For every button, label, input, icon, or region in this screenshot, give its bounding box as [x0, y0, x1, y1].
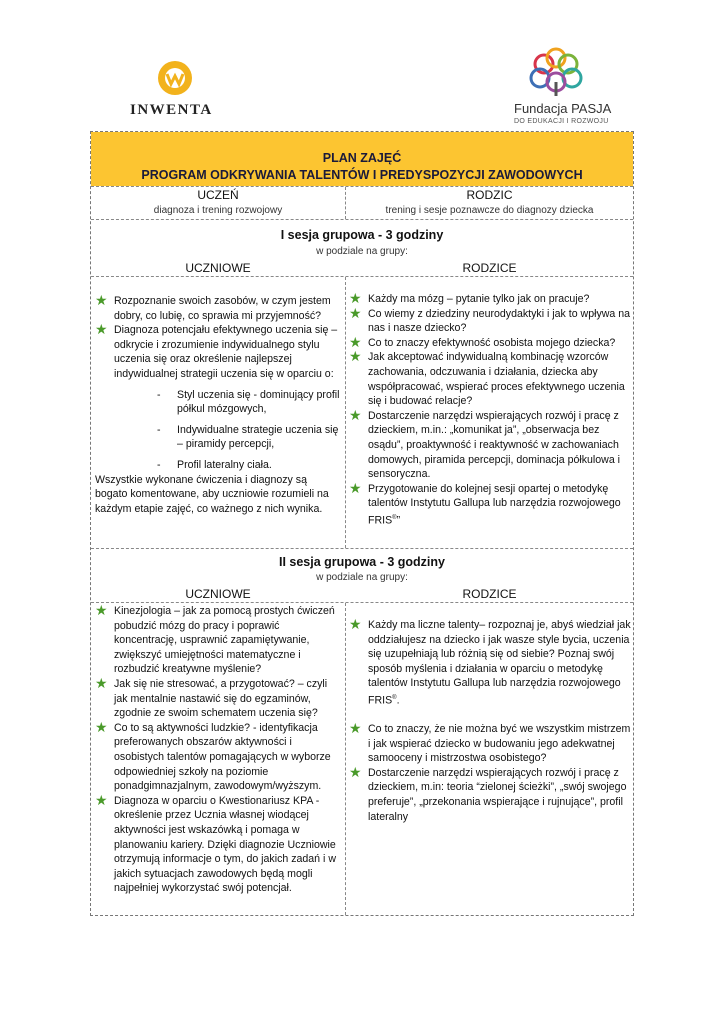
bullet-star-icon: ★ — [349, 479, 362, 496]
bullet-star-icon: ★ — [95, 791, 108, 808]
divider — [91, 548, 633, 549]
bullet-star-icon: ★ — [349, 348, 362, 365]
session2-students-heading: UCZNIOWE — [185, 587, 251, 601]
bullet-star-icon: ★ — [349, 763, 362, 780]
bullet-star-icon: ★ — [349, 616, 362, 632]
list-item: ★ Dostarczenie narzędzi wspierających rozwój i pracę z dzieckiem, m.in: teoria “zielonej ścieżki”, „swój swojego preferuje”, „przekonania wspierające i rujnujące”, profil lateralny — [349, 763, 627, 823]
parent-heading: RODZIC — [466, 188, 513, 202]
session1-students-heading: UCZNIOWE — [185, 261, 251, 275]
bullet-star-icon: ★ — [349, 290, 362, 306]
column-divider — [345, 277, 346, 548]
divider — [91, 602, 633, 603]
bullet-star-icon: ★ — [95, 602, 108, 618]
bullet-star-icon: ★ — [95, 718, 108, 735]
inwenta-wordmark: INWENTA — [130, 102, 213, 118]
parent-subheading: trening i sesje poznawcze do diagnozy dziecka — [385, 205, 594, 216]
bullet-star-icon: ★ — [349, 406, 362, 423]
session1-summary: Wszystkie wykonane ćwiczenia i diagnozy są bogato komentowane, aby uczniowie rozumieli na każdym etapie zajęć, co ważnego z nich wynika. — [95, 473, 329, 515]
student-heading: UCZEŃ — [197, 188, 239, 202]
pasja-name: Fundacja PASJA — [514, 101, 612, 116]
pasja-subtitle: DO EDUKACJI I ROZWOJU — [514, 118, 609, 125]
divider — [91, 276, 633, 277]
bullet-star-icon: ★ — [349, 333, 362, 350]
program-title: PROGRAM ODKRYWANIA TALENTÓW I PREDYSPOZYCJI ZAWODOWYCH — [141, 168, 583, 182]
dash-icon: - — [157, 388, 161, 401]
dash-icon: - — [157, 423, 161, 436]
bullet-star-icon: ★ — [349, 720, 362, 737]
session1-parents-heading: RODZICE — [462, 261, 517, 275]
bullet-star-icon: ★ — [95, 674, 108, 691]
list-item: ★ Co to znaczy, że nie można być we wszystkim mistrzem i jak wspierać dziecko w budowaniu jego adekwatnej samooceny i mistrzostwa osobistego? — [349, 720, 631, 765]
list-item: ★ Co to znaczy efektywność osobista mojego dziecka? — [349, 333, 616, 350]
session2-parents-heading: RODZICE — [462, 587, 517, 601]
session2-title: II sesja grupowa - 3 godziny — [278, 555, 445, 569]
list-item: ★ Jak się nie stresować, a przygotować? – czyli jak mentalnie nastawić się do egzaminów, zgodnie ze swoim schematem uczenia się? — [95, 674, 328, 720]
session2-note: w podziale na grupy: — [316, 572, 408, 583]
list-item: ★ Każdy ma liczne talenty– rozpoznaj je, abyś wiedział jak oddziałujesz na dziecko i jak wasze style bycia, uczenia się uzupełniają lub różnią się od siebie? Poznaj swój sposób myślenia i działania w oparciu o metodykę talentów Instytutu Gallupa lub narzędzia rozwojowego FRIS®. — [349, 616, 631, 707]
session1-note: w podziale na grupy: — [316, 246, 408, 257]
spacer — [349, 708, 632, 722]
student-subheading: diagnoza i trening rozwojowy — [153, 205, 283, 216]
list-item: ★ Przygotowanie do kolejnej sesji opartej o metodykę talentów Instytutu Gallupa lub narzędzia rozwojowego FRIS®” — [349, 479, 621, 527]
list-item: ★ Diagnoza w oparciu o Kwestionariusz KPA - określenie przez Ucznia własnej wiodącej aktywności jest wskazówką i pomaga w planowaniu kariery. Dzięki diagnozie Uczniowie otrzymują informacje o tym, do jakich zadań i w jakich sytuacjach zawodowych będą mogli najpełniej wykorzystać swój potencjał. — [95, 791, 336, 895]
list-item: - Profil lateralny ciała. — [157, 458, 272, 471]
column-divider — [345, 603, 346, 915]
list-item: ★ Jak akceptować indywidualną kombinację wzorców zachowania, odczuwania i działania, dziecka aby współpracować, wspierać proces efektywnego uczenia się i budować relacje? — [349, 348, 625, 408]
list-item: - Styl uczenia się - dominujący profil półkul mózgowych, — [157, 388, 340, 416]
list-item: ★ Diagnoza potencjału efektywnego uczenia się – odkrycie i zrozumienie indywidualnego stylu uczenia się oraz określenie najlepszej indywidualnej strategii uczenia się w oparciu o: — [95, 321, 338, 380]
list-item: ★ Rozpoznanie swoich zasobów, w czym jestem dobry, co lubię, co sprawia mi przyjemność? — [95, 292, 331, 322]
plan-title: PLAN ZAJĘĆ — [322, 151, 402, 165]
dash-icon: - — [157, 458, 161, 471]
bullet-star-icon: ★ — [95, 321, 108, 338]
session1-students-list — [95, 294, 342, 516]
session2-students-list — [95, 604, 343, 896]
list-item: - Indywidualne strategie uczenia się – piramidy percepcji, — [157, 423, 339, 451]
list-item: ★ Co wiemy z dziedziny neurodydaktyki i jak to wpływa na nas i nasze dziecko? — [349, 304, 631, 335]
session1-parents-list — [349, 292, 632, 528]
bullet-star-icon: ★ — [95, 292, 108, 308]
divider — [91, 186, 633, 187]
session2-parents-list — [349, 618, 632, 824]
divider — [91, 219, 633, 220]
list-item: ★ Co to są aktywności ludzkie? - identyfikacja preferowanych obszarów aktywności i osobistych talentów pomagających w wyborze odpowiedniej szkoły na poziomie ponadgimnazjalnym, zawodowym/wyższym. — [95, 718, 331, 793]
list-item: ★ Kinezjologia – jak za pomocą prostych ćwiczeń pobudzić mózg do pracy i poprawić koncentrację, usprawnić zapamiętywanie, zwiększyć umiejętności matematyczne i rozbudzić kreatywne myślenie? — [95, 602, 335, 676]
list-item: ★ Każdy ma mózg – pytanie tylko jak on pracuje? — [349, 290, 590, 306]
session1-title: I sesja grupowa - 3 godziny — [280, 228, 444, 242]
list-item: ★ Dostarczenie narzędzi wspierających rozwój i pracę z dzieckiem, m.in.: „komunikat ja”, „obserwacja bez osądu”, proaktywność i reaktywność w zachowaniach domowych, piramida percepcji, dominacja półkulowa i sensoryczna. — [349, 406, 621, 481]
bullet-star-icon: ★ — [349, 304, 362, 321]
